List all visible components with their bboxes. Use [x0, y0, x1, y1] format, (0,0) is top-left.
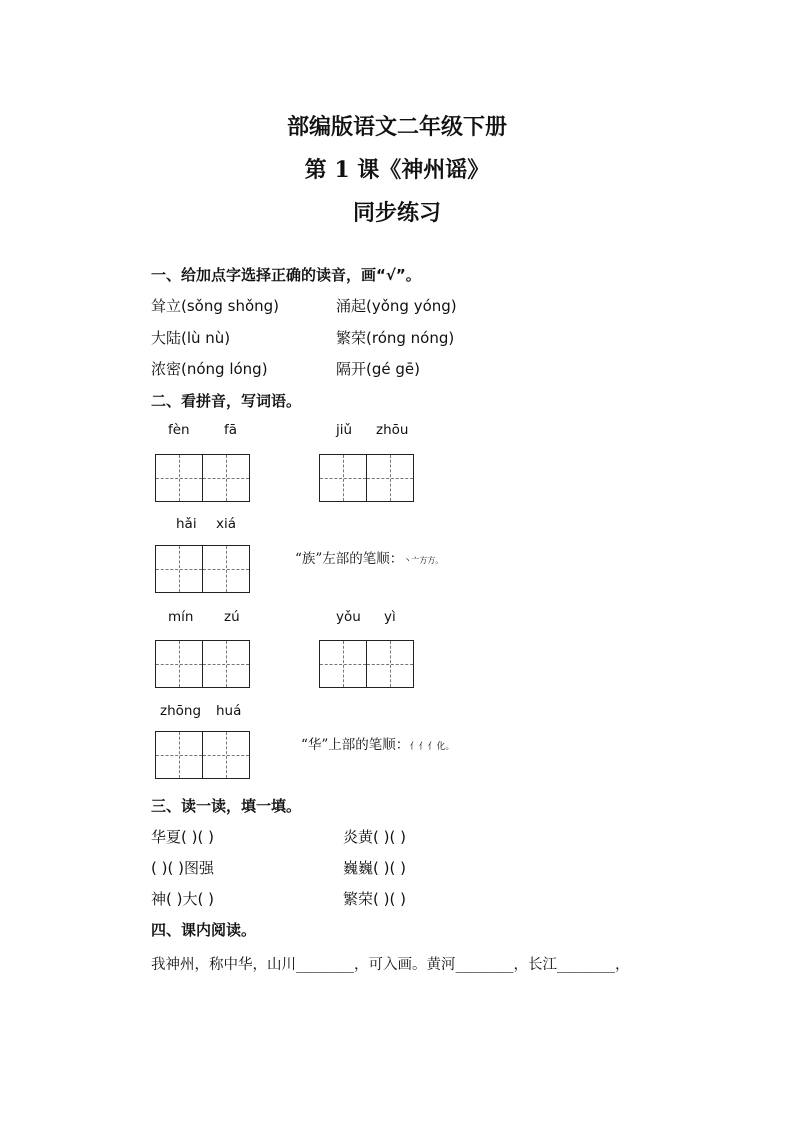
section1-heading: 一、给加点字选择正确的读音，画“√”。 [151, 266, 421, 284]
writing-grid[interactable] [155, 454, 250, 502]
pinyin-label: xiá [216, 516, 237, 532]
stroke-order-label: “族”左部的笔顺： [295, 551, 404, 567]
section3-heading: 三、读一读，填一填。 [151, 797, 302, 815]
section4-heading: 四、课内阅读。 [151, 921, 257, 939]
stroke-order-strokes: 丶亠方方。 [403, 556, 444, 565]
pinyin-label: mín [168, 609, 194, 625]
pinyin-label: yì [384, 609, 396, 625]
reading-passage-line: 我神州，称中华，山川________，可入画。黄河________，长江________， [151, 957, 630, 973]
writing-grid[interactable] [155, 640, 250, 688]
pronunciation-item: 隔开(gé gē) [336, 360, 420, 378]
doc-title: 部编版语文二年级下册 [286, 114, 507, 140]
pinyin-label: zhōng [160, 703, 202, 719]
tianzige-cell[interactable] [366, 454, 414, 502]
pinyin-label: fèn [168, 422, 190, 438]
tianzige-cell[interactable] [366, 640, 414, 688]
fill-item: 华夏( )( ) [151, 828, 214, 846]
pronunciation-item: 涌起(yǒng yóng) [336, 297, 457, 315]
stroke-order-strokes: 亻亻亻化。 [409, 742, 455, 752]
fill-item: 巍巍( )( ) [343, 859, 406, 877]
fill-item: 繁荣( )( ) [343, 890, 406, 908]
writing-grid[interactable] [155, 545, 250, 593]
stroke-order-note [295, 547, 443, 567]
stroke-order-label: “华”上部的笔顺： [301, 737, 410, 753]
fill-item: ( )( )图强 [151, 859, 214, 877]
tianzige-cell[interactable] [155, 731, 203, 779]
pronunciation-item: 繁荣(róng nóng) [336, 329, 455, 347]
tianzige-cell[interactable] [202, 731, 250, 779]
pinyin-label: fā [224, 422, 238, 438]
pinyin-label: huá [216, 703, 242, 719]
tianzige-cell[interactable] [202, 454, 250, 502]
fill-item: 炎黄( )( ) [343, 828, 406, 846]
tianzige-cell[interactable] [319, 454, 367, 502]
pinyin-label: zhōu [376, 422, 409, 438]
tianzige-cell[interactable] [202, 545, 250, 593]
tianzige-cell[interactable] [155, 640, 203, 688]
tianzige-cell[interactable] [155, 454, 203, 502]
stroke-order-note [301, 733, 454, 753]
pinyin-label: jiǔ [336, 422, 353, 438]
tianzige-cell[interactable] [202, 640, 250, 688]
pronunciation-item: 大陆(lù nù) [151, 329, 231, 347]
pinyin-label: hǎi [176, 516, 197, 532]
writing-grid[interactable] [155, 731, 250, 779]
tianzige-cell[interactable] [155, 545, 203, 593]
writing-grid[interactable] [319, 454, 414, 502]
tianzige-cell[interactable] [319, 640, 367, 688]
section2-heading: 二、看拼音，写词语。 [151, 392, 302, 410]
fill-item: 神( )大( ) [151, 890, 214, 908]
writing-grid[interactable] [319, 640, 414, 688]
lesson-title: 第 1 课《神州谣》 [304, 157, 490, 183]
pinyin-label: zú [224, 609, 240, 625]
pinyin-label: yǒu [336, 609, 361, 625]
pronunciation-item: 浓密(nóng lóng) [151, 360, 268, 378]
exercise-title: 同步练习 [352, 200, 441, 226]
pronunciation-item: 耸立(sǒng shǒng) [151, 297, 280, 315]
